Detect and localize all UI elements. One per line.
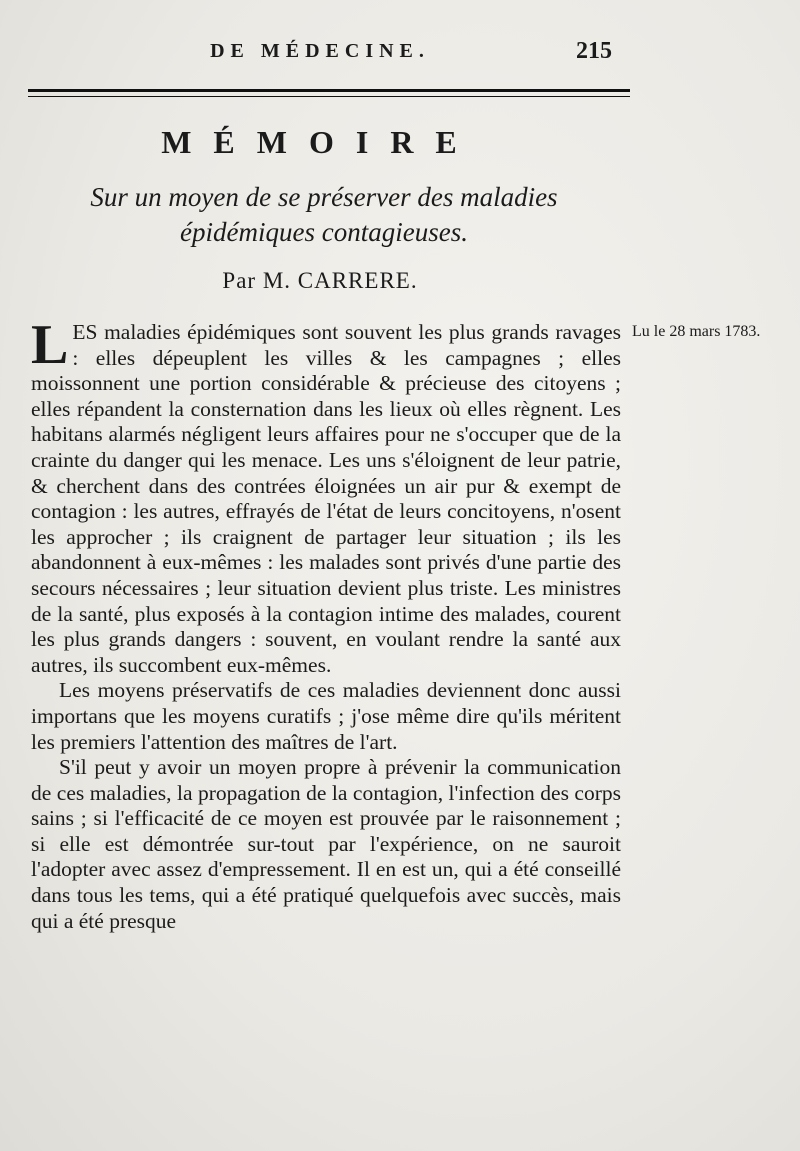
- article-byline: Par M. CARRERE.: [222, 268, 418, 293]
- margin-note: Lu le 28 mars 1783.: [632, 323, 761, 340]
- body-text: [31, 314, 621, 934]
- header-rule-thick: [28, 89, 630, 92]
- paragraph-1: LES maladies épidémiques sont souvent les plus grands ravages : elles dépeuplent les villes & les campagnes ; elles moissonnent une portion considérable & précieuse des citoyens ; elles répandent la consternation dans les lieux où elles règnent. Les habitans alarmés négligent leurs affaires pour ne s'occuper que de la crainte du danger qui les menace. Les uns s'éloignent de leur patrie, & cherchent dans des contrées éloignées un air pur & exempt de contagion : les autres, effrayés de l'état de leurs concitoyens, n'osent les approcher ; ils craignent de partager leur situation ; ils les abandonnent à eux-mêmes : les malades sont privés d'une partie des secours nécessaires ; leur situation devient plus triste. Les ministres de la santé, plus exposés à la contagion intime des malades, courent les plus grands dangers : souvent, en voulant rendre la santé aux autres, ils succombent eux-mêmes.: [31, 314, 621, 677]
- article-title: MÉMOIRE: [161, 124, 479, 160]
- header-rule-thin: [28, 96, 630, 97]
- page-number: 215: [576, 38, 612, 64]
- article-subtitle: Sur un moyen de se préserver des maladies épidémiques contagieuses.: [90, 182, 558, 247]
- paragraph-2: Les moyens préservatifs de ces maladies deviennent donc aussi importans que les moyens curatifs ; j'ose même dire qu'ils méritent les premiers l'attention des maîtres de l'art.: [31, 678, 621, 754]
- running-head: DE MÉDECINE.: [210, 40, 430, 62]
- paragraph-3: S'il peut y avoir un moyen propre à prévenir la communication de ces maladies, la propagation de la contagion, l'infection des corps sains ; si l'efficacité de ce moyen est prouvée par le raisonnement ; si elle est démontrée sur-tout par l'expérience, on ne sauroit l'adopter avec assez d'empressement. Il en est un, qui a été conseillé dans tous les tems, qui a été pratiqué quelquefois avec succès, mais qui a été presque: [31, 755, 621, 933]
